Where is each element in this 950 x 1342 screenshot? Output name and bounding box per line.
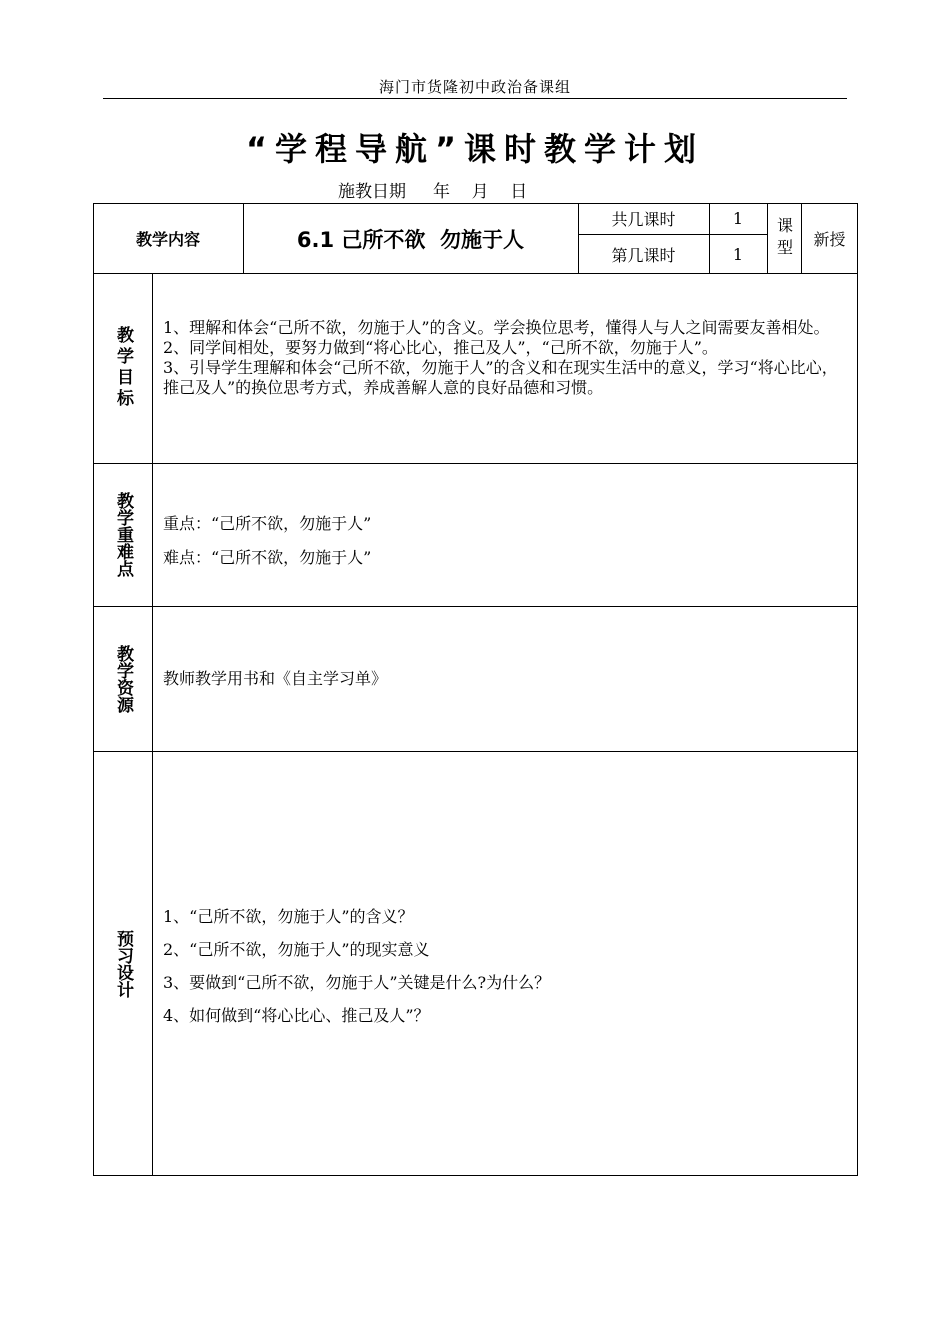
goals-content: [163, 318, 851, 398]
goal-item: 2、同学间相处，要努力做到“将心比心，推己及人”，“己所不欲，勿施于人”。: [163, 338, 718, 357]
focus-point: 重点：“己所不欲，勿施于人”: [163, 514, 372, 533]
preview-content: [163, 906, 851, 1038]
group-header: 海门市货隆初中政治备课组: [378, 78, 571, 96]
resources-label: 教学资源: [113, 644, 133, 713]
content-label: 教学内容: [135, 230, 200, 249]
difficulty-point: 难点：“己所不欲，勿施于人”: [163, 548, 372, 567]
lesson-type-value: 新授: [813, 230, 846, 249]
total-periods-value: 1: [732, 209, 744, 228]
document-title: “学程导航”课时教学计划: [245, 130, 705, 168]
key-points-content: [163, 513, 851, 581]
preview-item: 4、如何做到“将心比心、推己及人”？: [163, 1006, 430, 1025]
main-table: [93, 273, 858, 1176]
teaching-date: 施教日期 年 月 日: [338, 182, 528, 202]
current-period-value: 1: [732, 244, 744, 264]
current-period-label: 第几课时: [611, 245, 676, 265]
preview-item: 3、要做到“己所不欲，勿施于人”关键是什么?为什么？: [163, 973, 551, 992]
header-divider: [103, 98, 847, 99]
preview-label: 预习设计: [113, 929, 133, 998]
preview-item: 1、“己所不欲，勿施于人”的含义？: [163, 907, 414, 926]
key-points-label: 教学重难点: [113, 492, 133, 577]
preview-item: 2、“己所不欲，勿施于人”的现实意义: [163, 940, 430, 959]
total-periods-label: 共几课时: [611, 210, 676, 229]
lesson-type-label: 课型: [774, 216, 794, 261]
resources-content: 教师教学用书和《自主学习单》: [163, 669, 388, 688]
goal-item: 1、理解和体会“己所不欲，勿施于人”的含义。学会换位思考，懂得人与人之间需要友善相处。: [163, 318, 830, 337]
lesson-title: 6.1 己所不欲 勿施于人: [296, 227, 525, 252]
goals-label: 教学目标: [113, 326, 133, 410]
goal-item: 3、引导学生理解和体会“己所不欲，勿施于人”的含义和在现实生活中的意义，学习“将心比心，推己及人”的换位思考方式，养成善解人意的良好品德和习惯。: [163, 358, 838, 397]
